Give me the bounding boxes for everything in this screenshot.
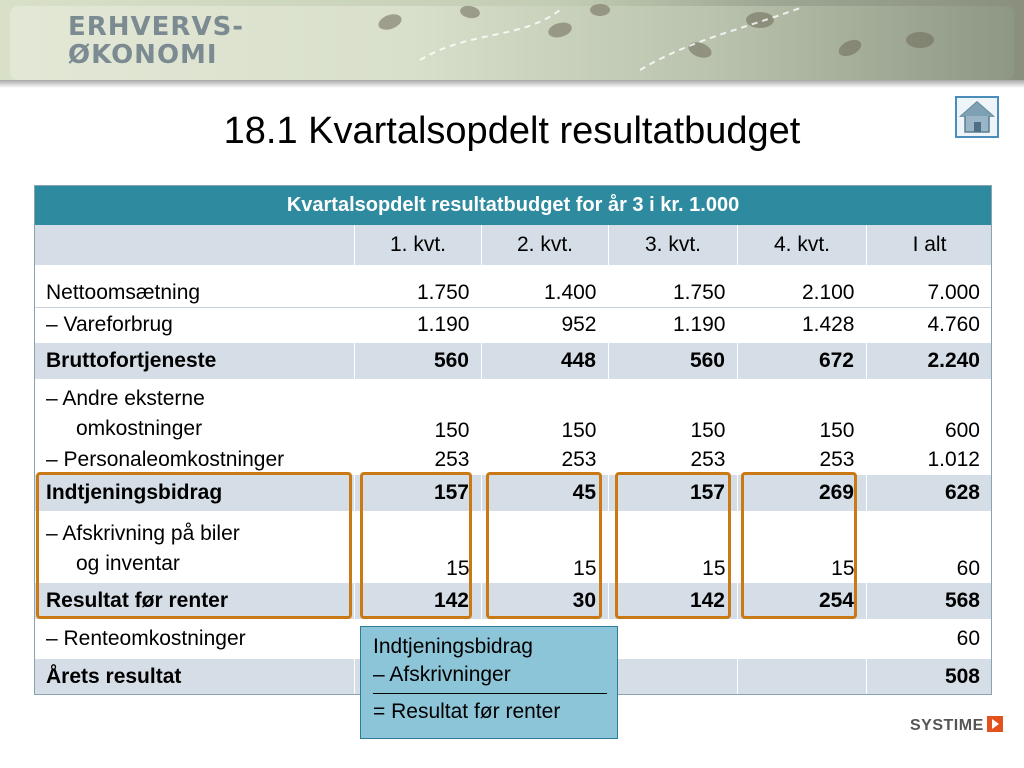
- row-label: [34, 511, 355, 583]
- callout-rule: [373, 693, 607, 694]
- cell: [609, 619, 738, 659]
- banner-shadow: [0, 80, 1024, 88]
- table-header-row: [34, 225, 992, 265]
- row-label: – Renteomkostninger: [34, 619, 355, 659]
- table-row: [34, 307, 992, 343]
- header-banner: [0, 0, 1024, 88]
- cell: 1.400: [482, 265, 609, 307]
- cell: 1.428: [738, 307, 867, 343]
- cell: 60: [867, 511, 993, 583]
- systime-brand: SYSTIME: [910, 717, 984, 734]
- row-label-line-2: omkostninger: [76, 417, 203, 440]
- row-label: Bruttofortjeneste: [34, 343, 355, 379]
- cell: 30: [482, 583, 609, 619]
- cell: 448: [482, 343, 609, 379]
- cell: 253: [355, 445, 482, 475]
- cell: [738, 619, 867, 659]
- cell: 254: [738, 583, 867, 619]
- cell: 150: [482, 379, 609, 445]
- column-header: 2. kvt.: [482, 225, 609, 265]
- cell: [738, 659, 867, 695]
- cell: 4.760: [867, 307, 993, 343]
- cell: 508: [867, 659, 993, 695]
- table-row: [34, 445, 992, 475]
- row-label-line-1: – Andre eksterne: [46, 387, 205, 410]
- cell: 45: [482, 475, 609, 511]
- cell: 269: [738, 475, 867, 511]
- home-icon: [957, 98, 997, 136]
- cell: 253: [482, 445, 609, 475]
- row-label-line-1: – Afskrivning på biler: [46, 522, 240, 545]
- cell: [609, 659, 738, 695]
- cell: 15: [355, 511, 482, 583]
- cell: 157: [609, 475, 738, 511]
- cell: 672: [738, 343, 867, 379]
- callout-line-3: = Resultat før renter: [373, 700, 561, 723]
- arrow-right-icon: [987, 716, 1003, 732]
- table-row: [34, 265, 992, 307]
- row-label: – Vareforbrug: [34, 307, 355, 343]
- cell: 628: [867, 475, 993, 511]
- table-row: [34, 511, 992, 583]
- cell: 253: [738, 445, 867, 475]
- row-label: – Personaleomkostninger: [34, 445, 355, 475]
- table-row: [34, 583, 992, 619]
- cell: 7.000: [867, 265, 993, 307]
- cell: 952: [482, 307, 609, 343]
- table-row: [34, 379, 992, 445]
- cell: 253: [609, 445, 738, 475]
- column-header: 1. kvt.: [355, 225, 482, 265]
- row-label: [34, 379, 355, 445]
- row-label: Årets resultat: [34, 659, 355, 695]
- table-caption-row: [34, 185, 992, 225]
- row-label: Nettoomsætning: [34, 265, 355, 307]
- formula-callout: [360, 626, 618, 739]
- cell: 2.100: [738, 265, 867, 307]
- budget-table: [34, 185, 992, 695]
- cell: 600: [867, 379, 993, 445]
- cell: 150: [609, 379, 738, 445]
- cell: 560: [355, 343, 482, 379]
- table-caption: Kvartalsopdelt resultatbudget for år 3 i kr. 1.000: [34, 185, 992, 225]
- row-label-line-2: og inventar: [76, 552, 180, 575]
- callout-line-2: – Afskrivninger: [373, 663, 511, 686]
- row-label: Indtjeningsbidrag: [34, 475, 355, 511]
- table-row: [34, 343, 992, 379]
- cell: 15: [482, 511, 609, 583]
- row-label: Resultat før renter: [34, 583, 355, 619]
- column-header: 4. kvt.: [738, 225, 867, 265]
- table-row: [34, 475, 992, 511]
- callout-line-1: Indtjeningsbidrag: [373, 635, 533, 658]
- cell: 142: [355, 583, 482, 619]
- cell: 568: [867, 583, 993, 619]
- cell: 560: [609, 343, 738, 379]
- logo-line-1: ERHVERVS-: [68, 12, 245, 42]
- systime-logo: [910, 716, 1003, 735]
- cell: 2.240: [867, 343, 993, 379]
- cell: 157: [355, 475, 482, 511]
- column-header: I alt: [867, 225, 993, 265]
- cell: 150: [355, 379, 482, 445]
- cell: 15: [738, 511, 867, 583]
- home-button[interactable]: [955, 96, 999, 138]
- page-title: 18.1 Kvartalsopdelt resultatbudget: [223, 110, 801, 152]
- cell: 1.190: [355, 307, 482, 343]
- logo-line-2: ØKONOMI: [68, 40, 218, 70]
- column-header: 3. kvt.: [609, 225, 738, 265]
- cell: 1.012: [867, 445, 993, 475]
- column-header: [34, 225, 355, 265]
- cell: 1.750: [609, 265, 738, 307]
- cell: 60: [867, 619, 993, 659]
- cell: 1.750: [355, 265, 482, 307]
- cell: 15: [609, 511, 738, 583]
- cell: 1.190: [609, 307, 738, 343]
- cell: 150: [738, 379, 867, 445]
- cell: 142: [609, 583, 738, 619]
